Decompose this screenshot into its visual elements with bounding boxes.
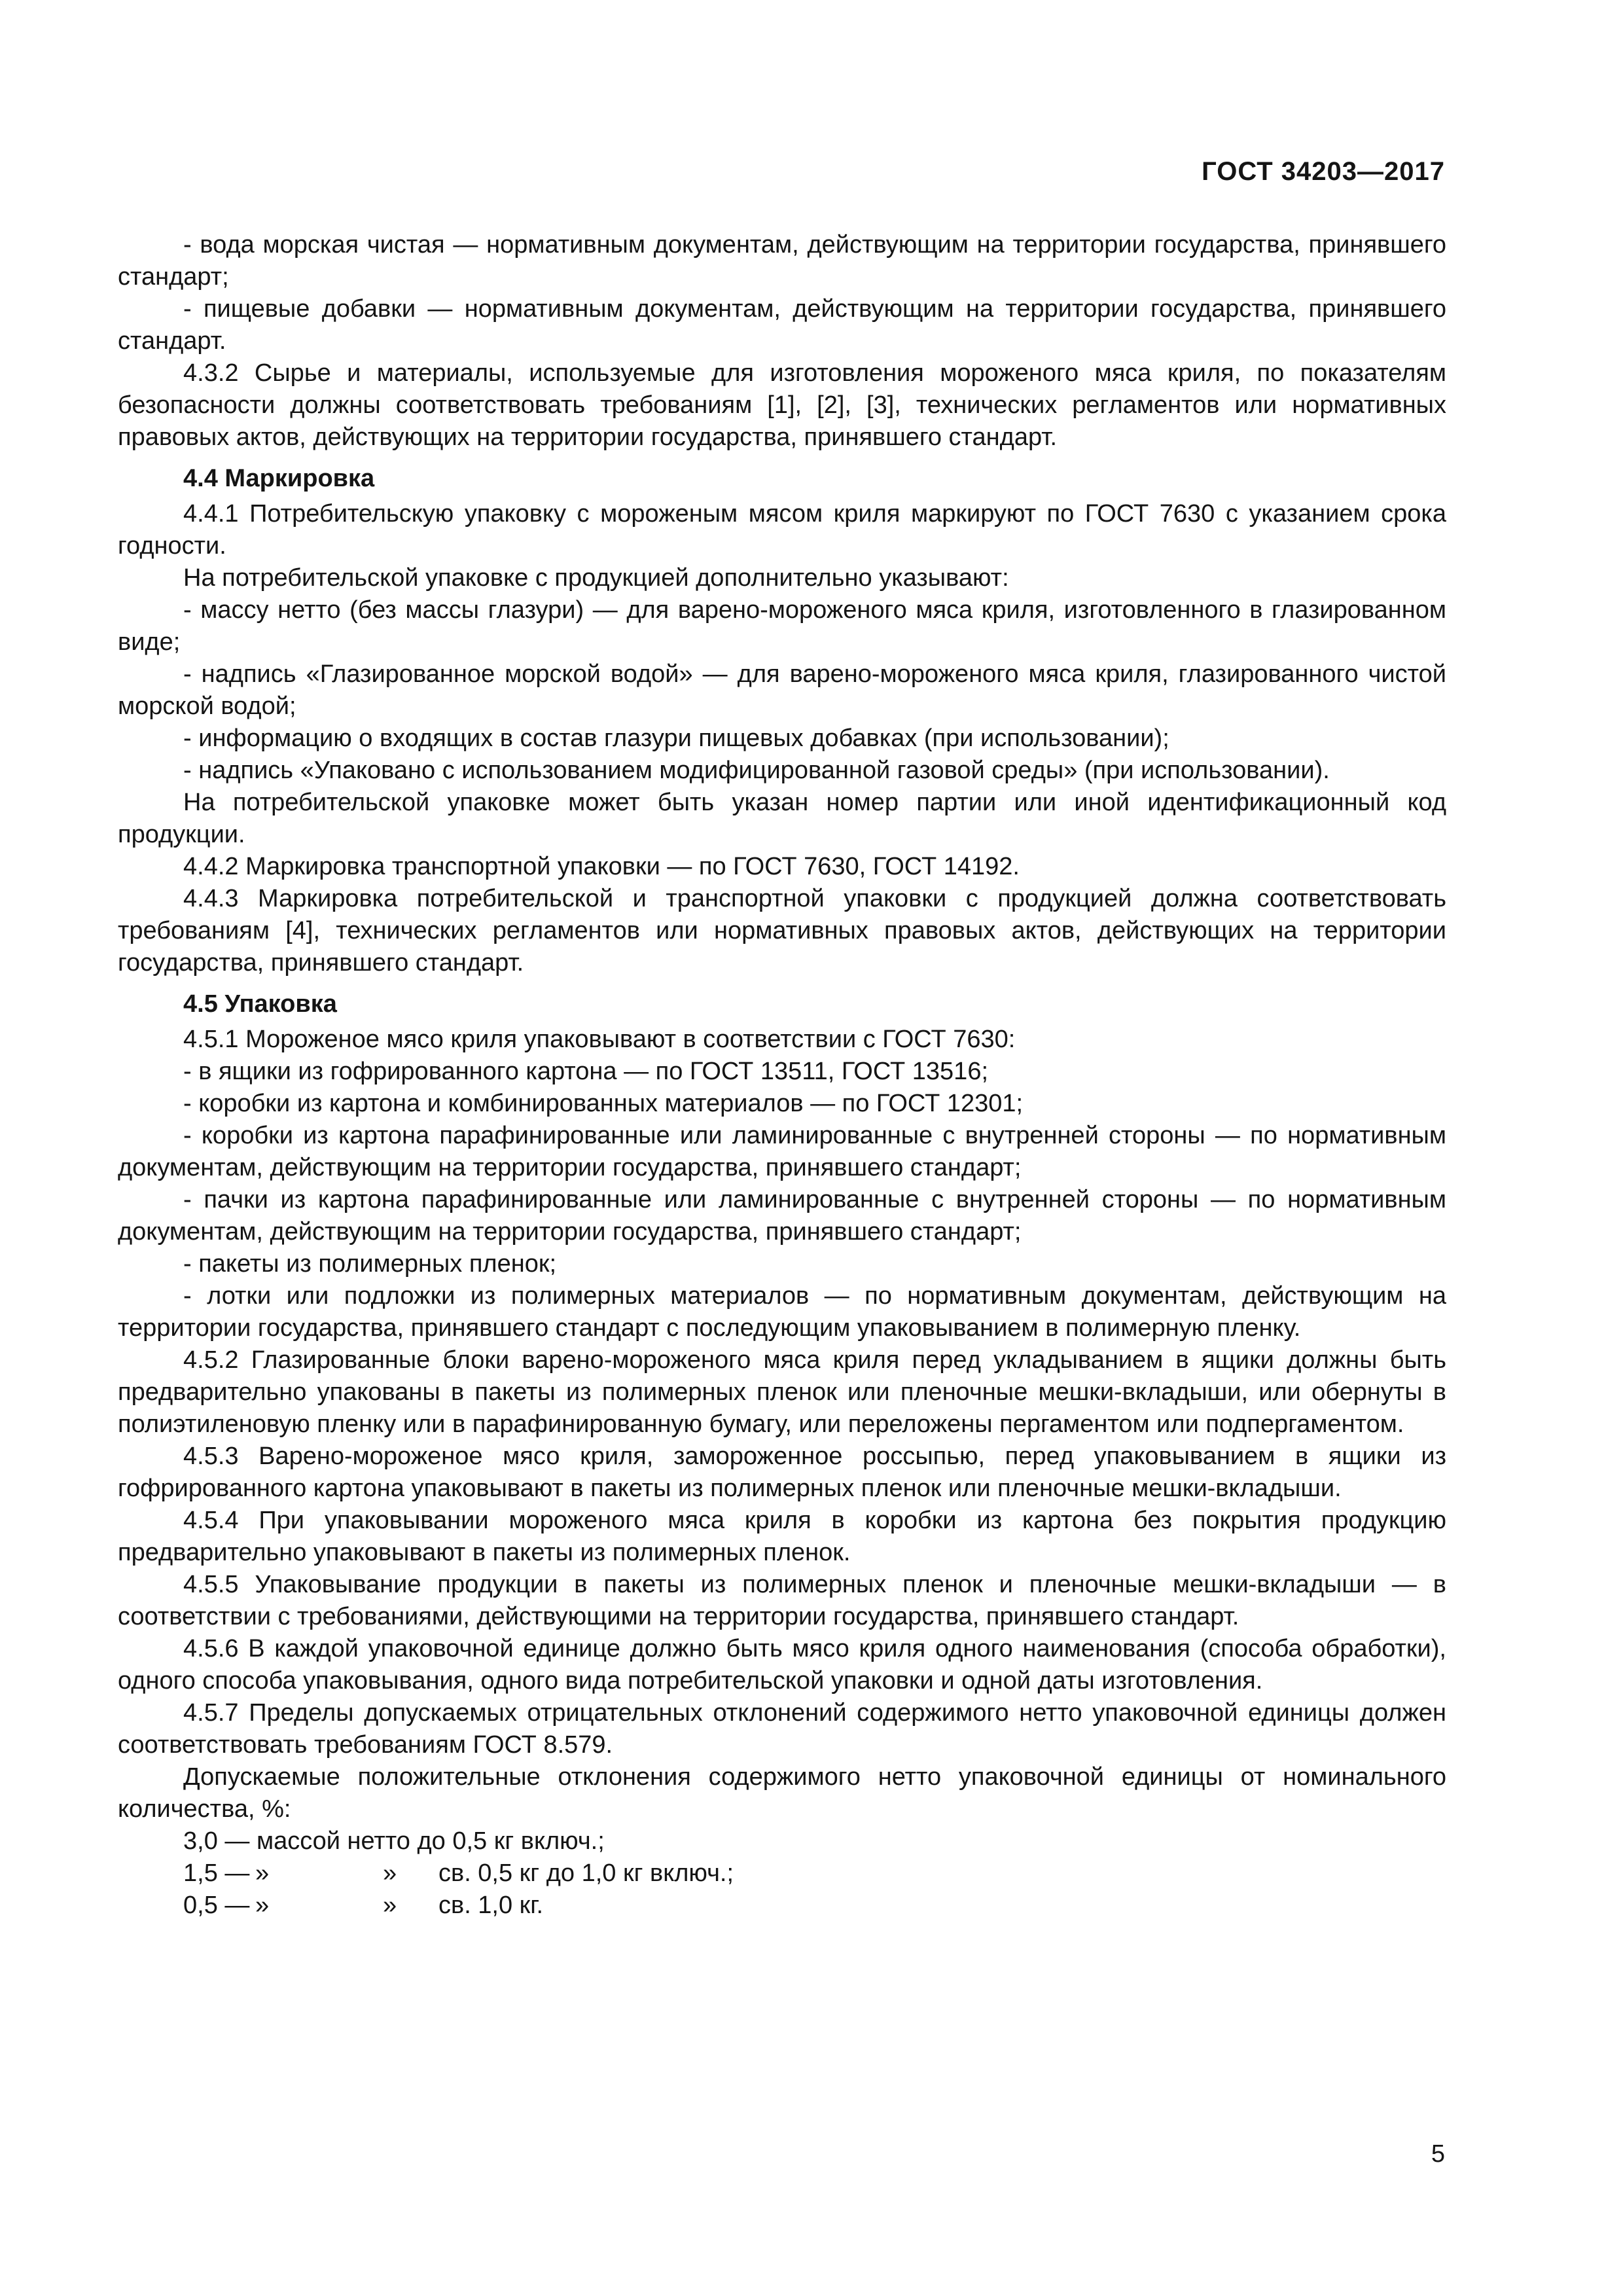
paragraph: - коробки из картона и комбинированных материалов — по ГОСТ 12301; [183,1090,1024,1117]
page-number: 5 [1431,2140,1445,2168]
tolerance-value: 0,5 — [183,1892,250,1919]
ditto-mark: » [383,1892,397,1919]
ditto-mark: » [255,1892,270,1919]
tolerance-text: 3,0 — массой нетто до 0,5 кг включ.; [183,1827,605,1855]
tolerance-range: св. 1,0 кг. [438,1892,544,1919]
paragraph: - лотки или подложки из полимерных материалов — по нормативным документам, действующим на территории государства, принявшего стандарт с последующим упаковыванием в полимерную пленку. [118,1282,1446,1342]
paragraph: - пищевые добавки — нормативным документам, действующим на территории государства, принявшего стандарт. [118,295,1446,355]
paragraph: 4.4.2 Маркировка транспортной упаковки — по ГОСТ 7630, ГОСТ 14192. [183,853,1020,880]
paragraph: 4.4.3 Маркировка потребительской и транспортной упаковки с продукцией должна соответствовать требованиям [4], технических регламентов или нормативных правовых актов, действующих на территории государства, принявшего стандарт. [118,885,1446,977]
paragraph: На потребительской упаковке может быть указан номер партии или иной идентификационный код продукции. [118,789,1446,848]
tolerance-row [118,1857,1446,1890]
tolerance-range: св. 0,5 кг до 1,0 кг включ.; [438,1859,734,1887]
tolerance-row [118,1890,1446,1922]
paragraph: Допускаемые положительные отклонения содержимого нетто упаковочной единицы от номинального количества, %: [118,1763,1446,1823]
paragraph: - пакеты из полимерных пленок; [183,1250,557,1278]
section-heading-packaging: 4.5 Упаковка [183,990,337,1018]
paragraph: - коробки из картона парафинированные или ламинированные с внутренней стороны — по нормативным документам, действующим на территории государства, принявшего стандарт; [118,1122,1446,1181]
document-header: ГОСТ 34203—2017 [1202,157,1445,186]
paragraph: - информацию о входящих в состав глазури пищевых добавках (при использовании); [183,725,1169,752]
paragraph: - пачки из картона парафинированные или ламинированные с внутренней стороны — по нормативным документам, действующим на территории государства, принявшего стандарт; [118,1186,1446,1246]
paragraph: - надпись «Упаковано с использованием модифицированной газовой среды» (при использовании). [183,757,1330,784]
paragraph: 4.5.2 Глазированные блоки варено-мороженого мяса криля перед укладыванием в ящики должны быть предварительно упакованы в пакеты из полимерных пленок или пленочные мешки-вкладыши, или обернуты в полиэтиленовую пленку или в парафинированную бумагу, или переложены пергаментом или подпергаментом. [118,1346,1446,1438]
paragraph: 4.5.5 Упаковывание продукции в пакеты из полимерных пленок и пленочные мешки-вкладыши — в соответствии с требованиями, действующими на территории государства, принявшего стандарт. [118,1571,1446,1630]
paragraph: - в ящики из гофрированного картона — по ГОСТ 13511, ГОСТ 13516; [183,1058,989,1085]
paragraph: 4.5.4 При упаковывании мороженого мяса криля в коробки из картона без покрытия продукцию предварительно упаковывают в пакеты из полимерных пленок. [118,1507,1446,1566]
ditto-mark: » [255,1859,270,1887]
paragraph: - массу нетто (без массы глазури) — для варено-мороженого мяса криля, изготовленного в глазированном виде; [118,596,1446,656]
section-heading-marking: 4.4 Маркировка [183,465,375,492]
paragraph: 4.3.2 Сырье и материалы, используемые для изготовления мороженого мяса криля, по показателям безопасности должны соответствовать требованиям [1], [2], [3], технических регламентов или нормативных правовых актов, действующих на территории государства, принявшего стандарт. [118,359,1446,451]
paragraph: 4.5.7 Пределы допускаемых отрицательных отклонений содержимого нетто упаковочной единицы должен соответствовать требованиям ГОСТ 8.579. [118,1699,1446,1759]
paragraph: 4.5.3 Варено-мороженое мясо криля, замороженное россыпью, перед упаковыванием в ящики из гофрированного картона упаковывают в пакеты из полимерных пленок или пленочные мешки-вкладыши. [118,1443,1446,1502]
paragraph: - вода морская чистая — нормативным документам, действующим на территории государства, принявшего стандарт; [118,231,1446,291]
paragraph: 4.5.6 В каждой упаковочной единице должно быть мясо криля одного наименования (способа обработки), одного способа упаковывания, одного вида потребительской упаковки и одной даты изготовления. [118,1635,1446,1695]
ditto-mark: » [383,1859,397,1887]
tolerance-value: 1,5 — [183,1859,250,1887]
tolerance-row [118,1825,1446,1857]
paragraph: На потребительской упаковке с продукцией дополнительно указывают: [183,564,1009,592]
paragraph: 4.5.1 Мороженое мясо криля упаковывают в соответствии с ГОСТ 7630: [183,1026,1016,1053]
paragraph: - надпись «Глазированное морской водой» — для варено-мороженого мяса криля, глазированного чистой морской водой; [118,660,1446,720]
paragraph: 4.4.1 Потребительскую упаковку с мороженым мясом криля маркируют по ГОСТ 7630 с указанием срока годности. [118,500,1446,560]
document-body [118,229,1446,1922]
